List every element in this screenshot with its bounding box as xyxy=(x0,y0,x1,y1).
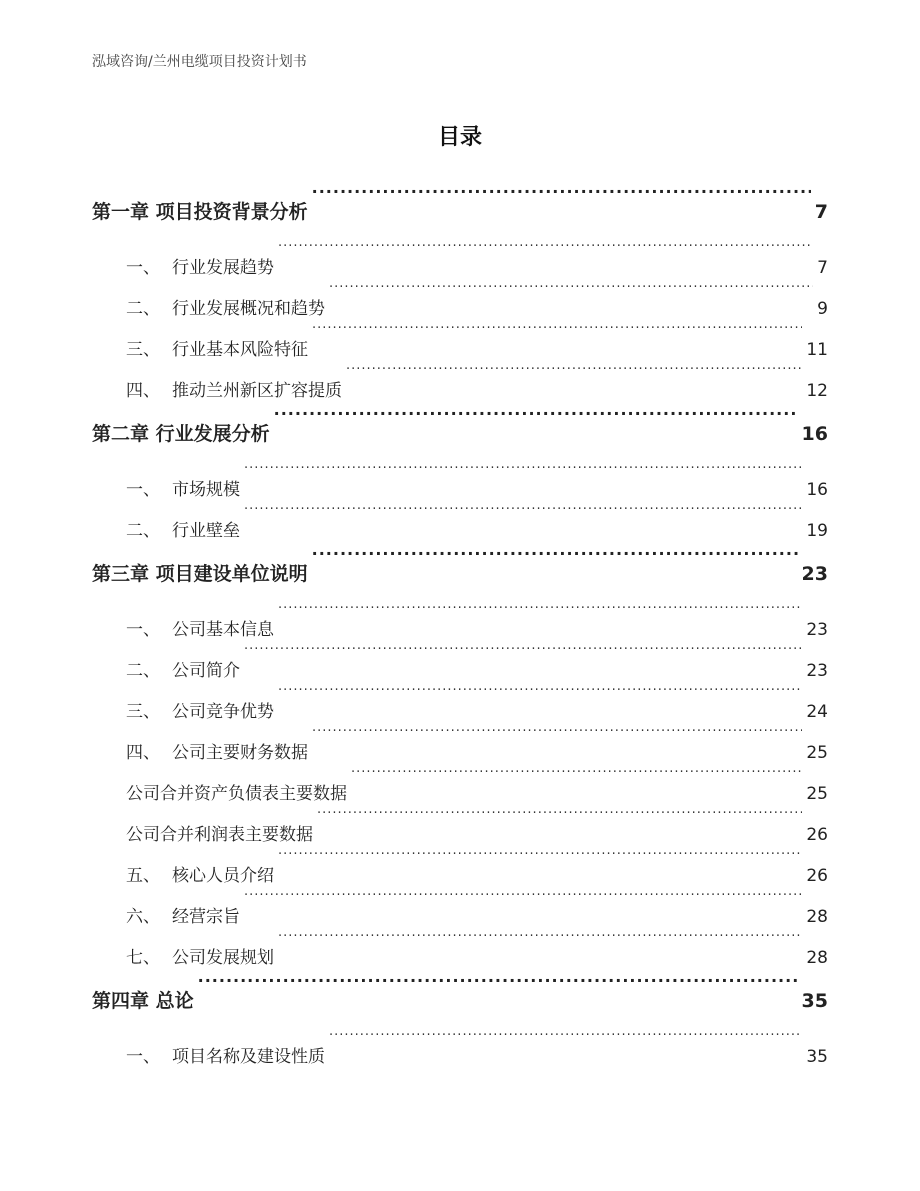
toc-page-number: 26 xyxy=(806,866,828,886)
toc-title: 目录 xyxy=(437,125,482,150)
toc-entry-number: 七、 xyxy=(126,948,160,968)
toc-section-entry[interactable] xyxy=(92,799,828,845)
toc-leader-dots xyxy=(278,922,802,963)
toc-page-number: 26 xyxy=(806,825,828,845)
toc-entry-number: 一、 xyxy=(126,258,160,278)
toc-leader-dots xyxy=(329,1021,802,1062)
toc-entry-number: 三、 xyxy=(126,340,160,360)
toc-entry-number: 四、 xyxy=(126,381,160,401)
toc-section-entry[interactable] xyxy=(92,232,828,278)
toc-entry-text: 核心人员介绍 xyxy=(172,866,274,886)
toc-leader-dots xyxy=(278,676,802,717)
toc-leader-dots xyxy=(312,540,798,580)
toc-entry-text: 第一章 项目投资背景分析 xyxy=(92,201,308,223)
toc-page-number: 25 xyxy=(806,784,828,804)
toc-section-entry[interactable] xyxy=(92,454,828,500)
toc-leader-dots xyxy=(329,273,813,314)
toc-section-entry[interactable] xyxy=(92,635,828,681)
toc-entry-number: 二、 xyxy=(126,521,160,541)
toc-entry-text: 公司主要财务数据 xyxy=(172,743,308,763)
toc-entry-text: 市场规模 xyxy=(172,480,240,500)
toc-page-number: 7 xyxy=(817,258,828,278)
toc-page-number: 12 xyxy=(806,381,828,401)
toc-chapter-entry[interactable] xyxy=(92,178,828,223)
toc-leader-dots xyxy=(278,232,813,273)
toc-section-entry[interactable] xyxy=(92,758,828,804)
toc-entry-text: 行业基本风险特征 xyxy=(172,340,308,360)
toc-entry-text: 推动兰州新区扩容提质 xyxy=(172,381,342,401)
toc-entry-text: 行业发展概况和趋势 xyxy=(172,299,325,319)
toc-leader-dots xyxy=(346,355,802,396)
toc-entry-text: 项目名称及建设性质 xyxy=(172,1047,325,1067)
toc-page-number: 23 xyxy=(806,661,828,681)
toc-entry-text: 公司简介 xyxy=(172,661,240,681)
toc-entry-number: 一、 xyxy=(126,480,160,500)
toc-entry-text: 公司合并利润表主要数据 xyxy=(126,825,313,845)
toc-page-number: 28 xyxy=(806,907,828,927)
toc-leader-dots xyxy=(198,967,798,1007)
toc-entry-label xyxy=(92,554,310,594)
toc-entry-text: 公司竞争优势 xyxy=(172,702,274,722)
toc-entry-text: 第二章 行业发展分析 xyxy=(92,423,270,445)
toc-page-number: 24 xyxy=(806,702,828,722)
toc-leader-dots xyxy=(351,758,802,799)
toc-entry-text: 经营宗旨 xyxy=(172,907,240,927)
toc-leader-dots xyxy=(244,495,802,536)
toc-leader-dots xyxy=(244,635,802,676)
toc-page-number: 28 xyxy=(806,948,828,968)
toc-leader-dots xyxy=(244,454,802,495)
toc-chapter-entry[interactable] xyxy=(92,967,828,1012)
toc-entry-label xyxy=(92,414,272,454)
toc-entry-number: 一、 xyxy=(126,1047,160,1067)
toc-page-number: 19 xyxy=(806,521,828,541)
toc-page-number: 7 xyxy=(814,201,828,223)
toc-entry-number: 三、 xyxy=(126,702,160,722)
toc-entry-number: 一、 xyxy=(126,620,160,640)
toc-entry-label xyxy=(92,1037,327,1078)
toc-entry-number: 四、 xyxy=(126,743,160,763)
running-header: 泓域咨询/兰州电缆项目投资计划书 xyxy=(92,54,307,70)
table-of-contents xyxy=(92,178,828,1067)
toc-entry-number: 五、 xyxy=(126,866,160,886)
toc-section-entry[interactable] xyxy=(92,922,828,968)
toc-page-number: 35 xyxy=(801,990,828,1012)
toc-section-entry[interactable] xyxy=(92,273,828,319)
toc-page-number: 23 xyxy=(806,620,828,640)
toc-entry-number: 二、 xyxy=(126,661,160,681)
toc-leader-dots xyxy=(274,400,798,440)
toc-leader-dots xyxy=(317,799,802,840)
toc-page-number: 11 xyxy=(806,340,828,360)
toc-entry-text: 行业发展趋势 xyxy=(172,258,274,278)
toc-leader-dots xyxy=(278,840,802,881)
toc-section-entry[interactable] xyxy=(92,355,828,401)
toc-section-entry[interactable] xyxy=(92,840,828,886)
toc-section-entry[interactable] xyxy=(92,676,828,722)
toc-page-number: 9 xyxy=(817,299,828,319)
toc-page-number: 23 xyxy=(801,563,828,585)
toc-entry-number: 六、 xyxy=(126,907,160,927)
toc-section-entry[interactable] xyxy=(92,594,828,640)
toc-entry-label xyxy=(92,192,310,232)
toc-entry-number: 二、 xyxy=(126,299,160,319)
toc-section-entry[interactable] xyxy=(92,717,828,763)
toc-leader-dots xyxy=(312,314,802,355)
toc-leader-dots xyxy=(278,594,802,635)
toc-leader-dots xyxy=(244,881,802,922)
toc-section-entry[interactable] xyxy=(92,1021,828,1067)
toc-section-entry[interactable] xyxy=(92,881,828,927)
toc-section-entry[interactable] xyxy=(92,314,828,360)
toc-entry-text: 公司基本信息 xyxy=(172,620,274,640)
toc-entry-text: 公司发展规划 xyxy=(172,948,274,968)
toc-chapter-entry[interactable] xyxy=(92,540,828,585)
toc-entry-text: 公司合并资产负债表主要数据 xyxy=(126,784,347,804)
toc-leader-dots xyxy=(312,178,811,218)
toc-entry-label xyxy=(92,981,196,1021)
toc-page-number: 25 xyxy=(806,743,828,763)
toc-entry-text: 第四章 总论 xyxy=(92,990,194,1012)
toc-section-entry[interactable] xyxy=(92,495,828,541)
toc-page-number: 16 xyxy=(801,423,828,445)
toc-leader-dots xyxy=(312,717,802,758)
toc-entry-text: 第三章 项目建设单位说明 xyxy=(92,563,308,585)
toc-page-number: 16 xyxy=(806,480,828,500)
toc-page-number: 35 xyxy=(806,1047,828,1067)
toc-chapter-entry[interactable] xyxy=(92,400,828,445)
toc-entry-text: 行业壁垒 xyxy=(172,521,240,541)
